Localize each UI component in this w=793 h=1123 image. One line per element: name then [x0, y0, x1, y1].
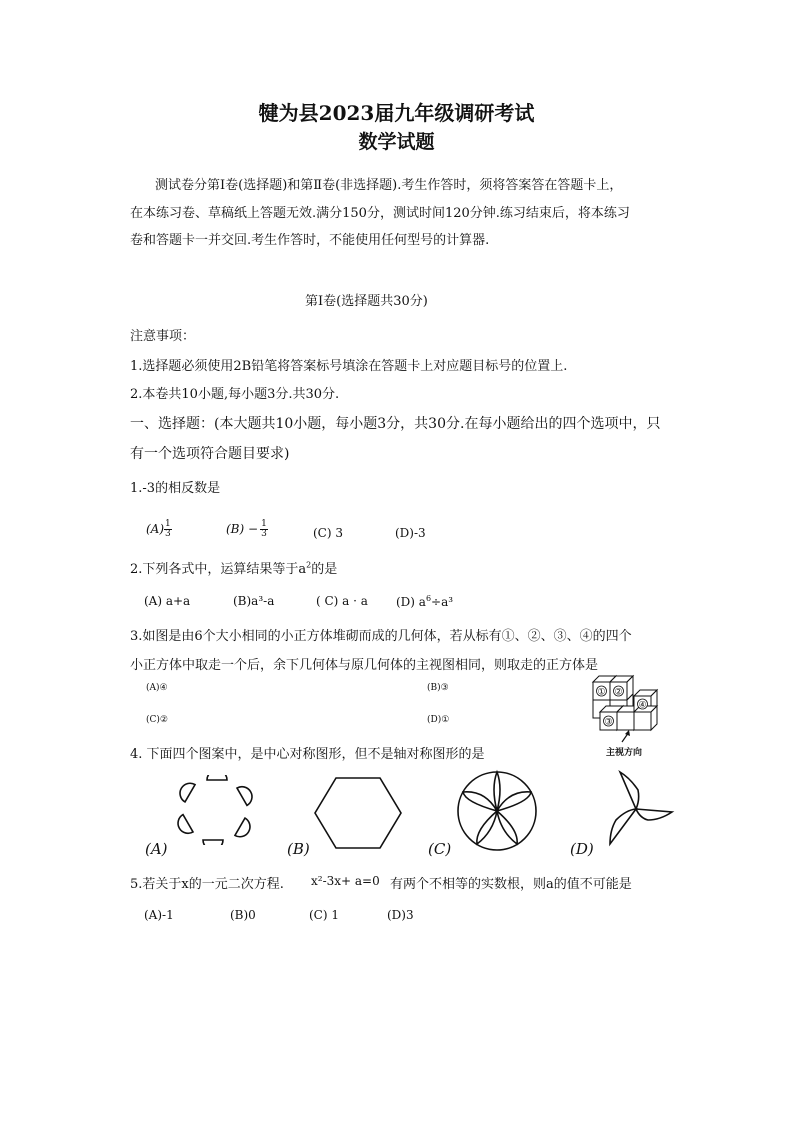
- q5-equation: x²-3x+ a=0: [311, 874, 380, 888]
- cube-label-4: ④: [638, 700, 647, 711]
- page-title: 犍为县2023届九年级调研考试: [258, 101, 535, 125]
- q4-label-b: (B): [287, 840, 310, 858]
- q2-option-a: (A) a+a: [144, 594, 191, 608]
- section-line-1: 一、选择题：(本大题共10小题，每小题3分，共30分.在每小题给出的四个选项中，只: [130, 416, 661, 432]
- q5-option-c: (C) 1: [309, 908, 339, 922]
- q1-option-d: (D)-3: [395, 526, 426, 540]
- q5-option-d: (D)3: [387, 908, 414, 922]
- cube-label-3: ③: [604, 717, 613, 728]
- q4-stem: 4. 下面四个图案中，是中心对称图形，但不是轴对称图形的是: [130, 747, 485, 762]
- q4-label-c: (C): [428, 840, 452, 858]
- q5-option-b: (B)0: [230, 908, 256, 922]
- q5-stem-part-3: 有两个不相等的实数根，则a的值不可能是: [390, 877, 632, 892]
- page-subtitle: 数学试题: [358, 131, 435, 153]
- q2-stem: 2.下列各式中，运算结果等于$a^2$的是: [130, 560, 338, 577]
- intro-line-3: 卷和答题卡一并交回.考生作答时，不能使用任何型号的计算器.: [130, 233, 490, 248]
- q4-label-a: (A): [145, 840, 168, 858]
- q2-option-d: (D) $a^6\div a^3$: [396, 594, 454, 609]
- q1-option-a-label: (A): [146, 522, 165, 536]
- q4-figure-c: [455, 768, 539, 854]
- q1-option-b-label: (B) −: [226, 522, 259, 536]
- part1-heading: 第Ⅰ卷(选择题共30分): [305, 294, 428, 309]
- q5-stem-part-1: 5.若关于x的一元二次方程.: [130, 877, 284, 892]
- q1-option-b: [226, 520, 268, 539]
- q4-figure-a: [175, 775, 255, 845]
- intro-line-1: 测试卷分第Ⅰ卷(选择题)和第Ⅱ卷(非选择题).考生作答时，须将答案答在答题卡上，: [155, 178, 623, 193]
- q4-figure-d: [596, 768, 676, 850]
- q1-option-a: [146, 520, 172, 539]
- q1-option-a-fraction: $\frac{1}{3}$: [165, 519, 171, 539]
- note-item-2: 2.本卷共10小题,每小题3分.共30分.: [130, 387, 340, 402]
- cube-label-2: ②: [614, 687, 623, 698]
- q5-option-a: (A)-1: [144, 908, 174, 922]
- q1-stem: 1.-3的相反数是: [130, 481, 221, 496]
- notes-heading: 注意事项：: [130, 329, 196, 344]
- intro-line-2: 在本练习卷、草稿纸上答题无效.满分150分，测试时间120分钟.练习结束后，将本练习: [130, 206, 630, 221]
- q3-option-a: (A)④: [146, 683, 168, 693]
- note-item-1: 1.选择题必须使用2B铅笔将答案标号填涂在答题卡上对应题目标号的位置上.: [130, 359, 568, 374]
- q4-figure-b: [312, 775, 404, 851]
- section-line-2: 有一个选项符合题目要求): [130, 446, 290, 462]
- cube-label-1: ①: [597, 687, 606, 698]
- q2-option-b: (B)a³-a: [233, 594, 275, 608]
- q2-option-c: ( C) a · a: [316, 594, 368, 608]
- q3-line-1: 3.如图是由6个大小相同的小正方体堆砌而成的几何体，若从标有①、②、③、④的四个: [130, 629, 632, 644]
- q3-line-2: 小正方体中取走一个后，余下几何体与原几何体的主视图相同，则取走的正方体是: [130, 658, 599, 673]
- q4-label-d: (D): [570, 840, 594, 858]
- q1-option-b-fraction: $\frac{1}{3}$: [261, 519, 267, 539]
- q3-figure-caption: 主视方向: [606, 748, 643, 758]
- q3-option-d: (D)①: [427, 715, 450, 725]
- q3-option-b: (B)③: [427, 683, 449, 693]
- q3-option-c: (C)②: [146, 715, 168, 725]
- q1-option-c: (C) 3: [313, 526, 343, 540]
